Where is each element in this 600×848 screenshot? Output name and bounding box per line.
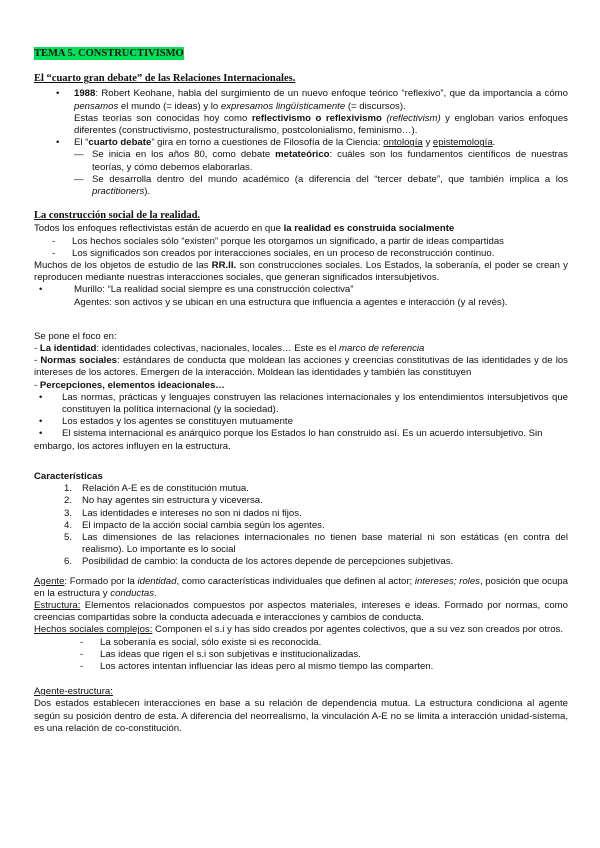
section2-paragraph: Muchos de los objetos de estudio de las RR.II. son construcciones sociales. Los Estados, la soberanía, el poder se crean y reproducen mediante nuestras interacciones sociales, que generan significados intersubjetivos. [34, 260, 568, 284]
item-number: 3. [64, 507, 73, 519]
dash-marker: - [52, 247, 56, 259]
numbered-item [34, 508, 568, 520]
dash-marker: - [52, 235, 56, 247]
list-item-1988: • 1988: Robert Keohane, habla del surgimiento de un nuevo enfoque teórico “reflexivo”, que da importancia a cómo pensamos el mundo (= ideas) y lo expresamos lingüísticamente (= discursos). [34, 88, 568, 112]
list-item: - Los hechos sociales sólo “existen” porque les otorgamos un significado, a partir de ideas compartidas [34, 236, 568, 248]
bullet-marker: • [39, 391, 43, 403]
bullet-marker: • [56, 88, 60, 100]
list-item: • Los estados y los agentes se constituyen mutuamente [34, 416, 568, 428]
dash-marker: — [74, 173, 84, 185]
dash-marker: - [80, 636, 84, 648]
list-item: • Murillo: “La realidad social siempre es una construcción colectiva” [34, 284, 568, 296]
bullet-marker: • [39, 416, 43, 428]
section1-heading: El “cuarto gran debate” de las Relaciones Internacionales. [34, 73, 296, 85]
list-item: - Las ideas que rigen el s.i son subjetivas e institucionalizadas. [34, 649, 568, 661]
item-number: 5. [64, 531, 73, 543]
item-number: 6. [64, 556, 73, 568]
list-item: • El sistema internacional es anárquico porque los Estados lo han construido así. Es un acuerdo intersubjetivo. Sin embargo, los actores influyen en la estructura. [34, 428, 543, 452]
item-text: Las dimensiones de las relaciones internacionales no tienen base material ni son estáticas (en contra del realismo). Lo importante es lo social [82, 531, 568, 556]
caracteristicas-heading: Características [34, 470, 103, 482]
bullet-marker: • [56, 137, 60, 149]
list-item-identidad: - La identidad: identidades colectivas, nacionales, locales… Este es el marco de referencia [34, 343, 425, 355]
bullet-marker: • [39, 284, 43, 296]
dash-marker: - [80, 648, 84, 660]
list-item: - Los significados son creados por interacciones sociales, en un proceso de reconstrucción continuo. [34, 248, 568, 260]
sublist-item-metateorico: — Se inicia en los años 80, como debate metateórico: cuáles son los fundamentos científicos de nuestras teorías, y cómo debemos elaborarlas. [34, 149, 568, 173]
hechos-paragraph: Hechos sociales complejos: Componen el s.i y has sido creados por agentes colectivos, que a su vez son creados por otros. [34, 624, 564, 636]
list-item-cuarto-debate: • El “cuarto debate” gira en torno a cuestiones de Filosofía de la Ciencia: ontología y epistemología. [34, 137, 568, 149]
dash-marker: - [80, 660, 84, 672]
list-item: • Las normas, prácticas y lenguajes construyen las relaciones internacionales y los entendimientos intersubjetivos que constituyen la política internacional (y la sociedad). [34, 392, 568, 416]
numbered-item [34, 520, 568, 532]
numbered-item [34, 532, 568, 556]
document-page [34, 47, 568, 735]
list-item-continuation: Estas teorías son conocidas hoy como reflectivismo o reflexivismo (reflectivism) y engloban varios enfoques diferentes (constructivismo, postestructuralismo, postcolonialismo, feminismo…). [74, 112, 568, 137]
estructura-paragraph: Estructura: Elementos relacionados compuestos por aspectos materiales, intereses e ideas. Formado por normas, como creencias compartidas sobre la conducta adecuada e interacciones y cambios de conducta. [34, 599, 568, 624]
item-number: 1. [64, 483, 73, 495]
numbered-item [34, 556, 568, 568]
list-item: - Los actores intentan influenciar las ideas pero al mismo tiempo las comparten. [34, 661, 568, 673]
section2-heading: La construcción social de la realidad. [34, 210, 201, 222]
foco-heading: Se pone el foco en: [34, 330, 117, 342]
item-text: Relación A-E es de constitución mutua. [82, 483, 249, 495]
agente-estructura-paragraph: Dos estados establecen interacciones en base a su relación de dependencia mutua. La estructura condiciona al agente según su posición dentro de esta. A diferencia del neorrealismo, la vinculación A-E no se limita a interacción unidad-sistema, es una relación de co-constitución. [34, 698, 568, 734]
numbered-item [34, 483, 568, 495]
item-text: El impacto de la acción social cambia según los agentes. [82, 519, 325, 531]
item-text: Posibilidad de cambio: la conducta de los actores depende de percepciones subjetivas. [82, 556, 454, 568]
numbered-item [34, 495, 568, 507]
list-item-percepciones: - Percepciones, elementos ideacionales… [34, 379, 225, 391]
agente-paragraph: Agente: Formado por la identidad, como características individuales que definen al actor; intereses; roles, posición que ocupa en la estructura y conductas. [34, 575, 568, 599]
item-number: 2. [64, 495, 73, 507]
title-row [34, 47, 568, 60]
agentes-line: Agentes: son activos y se ubican en una estructura que influencia a agentes e interacción (y al revés). [74, 296, 508, 308]
section2-heading-row [34, 210, 568, 222]
section2-intro: Todos los enfoques reflectivistas están de acuerdo en que la realidad es construida socialmente [34, 223, 455, 235]
agente-estructura-heading: Agente-estructura: [34, 686, 113, 698]
sublist-item-academico: — Se desarrolla dentro del mundo académico (a diferencia del “tercer debate”, que también implica a los practitioners). [34, 174, 568, 198]
item-text: Las identidades e intereses no son ni dados ni fijos. [82, 507, 302, 519]
dash-marker: — [74, 149, 84, 161]
caracteristicas-list [34, 483, 568, 568]
list-item: - La soberanía es social, sólo existe si es reconocida. [34, 637, 568, 649]
item-number: 4. [64, 519, 73, 531]
section1-heading-row [34, 73, 568, 85]
item-text: No hay agentes sin estructura y viceversa. [82, 495, 263, 507]
page-title: TEMA 5. CONSTRUCTIVISMO [34, 48, 184, 59]
list-item-normas: - Normas sociales: estándares de conducta que moldean las acciones y creencias constitutivas de las identidades y de los intereses de los actores. Emergen de la interacción. Moldean las identidades y también las constituyen [34, 355, 568, 379]
bullet-marker: • [39, 428, 43, 440]
